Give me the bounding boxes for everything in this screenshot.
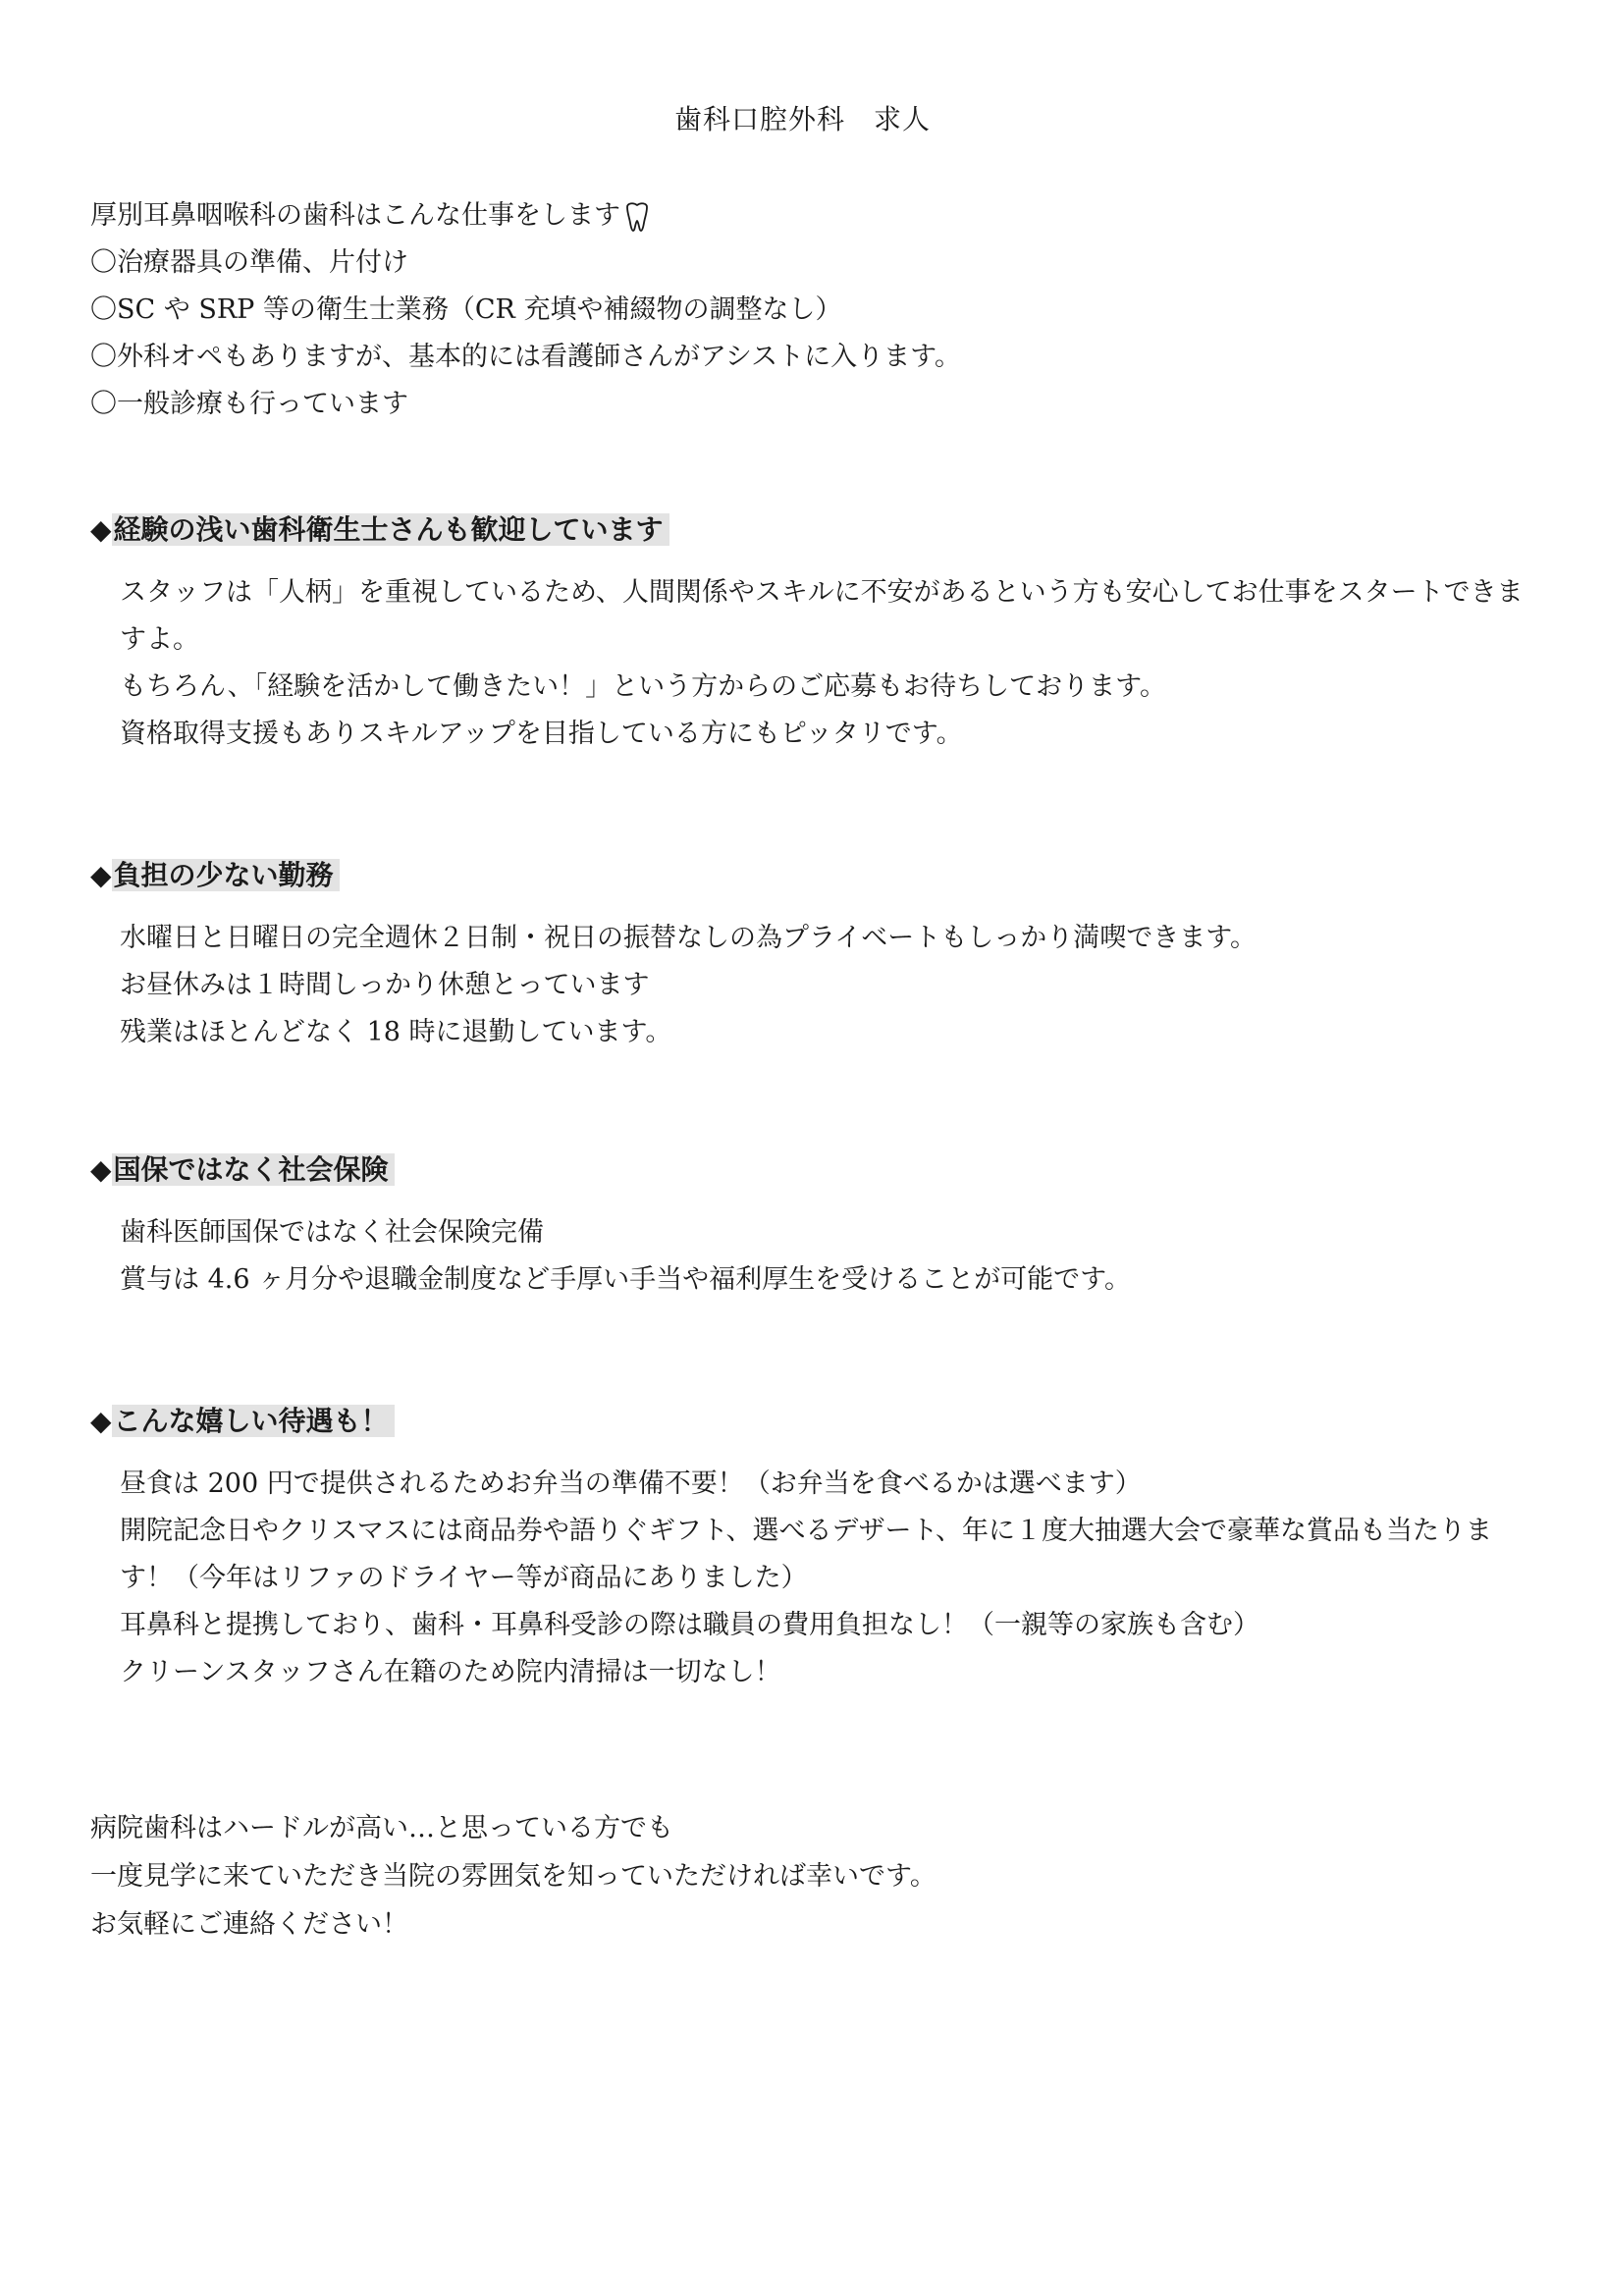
intro-line: 〇外科オペもありますが、基本的には看護師さんがアシストに入ります。 [90, 342, 961, 372]
section-heading-text: 負担の少ない勤務 [112, 859, 340, 891]
diamond-bullet: ◆ [90, 1405, 112, 1437]
closing-line: 一度見学に来ていただき当院の雰囲気を知っていただければ幸いです。 [90, 1861, 936, 1892]
body-line: 資格取得支援もありスキルアップを目指している方にもピッタリです。 [120, 719, 963, 749]
section-benefits [90, 1398, 1524, 1696]
body-line: スタッフは「人柄」を重視しているため、人間関係やスキルに不安があるという方も安心してお仕事をスタートできますよ。 [120, 577, 1524, 655]
body-line: 開院記念日やクリスマスには商品券や語りぐギフト、選べるデザート、年に１度大抽選大会で豪華な賞品も当たります！（今年はリファのドライヤー等が商品にありました） [120, 1516, 1493, 1593]
section-heading-text: こんな嬉しい待遇も！ [112, 1405, 395, 1437]
diamond-bullet: ◆ [90, 513, 112, 546]
intro-line: 〇一般診療も行っています [90, 389, 408, 419]
body-line: お昼休みは１時間しっかり休憩とっています [120, 970, 650, 1000]
page-title: 歯科口腔外科 求人 [673, 103, 931, 135]
intro-line: 〇治療器具の準備、片付け [90, 247, 408, 278]
body-line: 残業はほとんどなく 18 時に退勤しています。 [120, 1017, 672, 1047]
section-heading [90, 852, 340, 899]
section-experience-welcome [90, 507, 1524, 758]
body-line: もちろん、「経験を活かして働きたい！」という方からのご応募もお待ちしております。 [120, 671, 1166, 702]
diamond-bullet: ◆ [90, 1153, 112, 1186]
intro-block [90, 192, 1514, 428]
body-line: 賞与は 4.6 ヶ月分や退職金制度など手厚い手当や福利厚生を受けることが可能です。 [120, 1264, 1131, 1295]
intro-line: 〇SC や SRP 等の衛生士業務（CR 充填や補綴物の調整なし） [90, 294, 842, 325]
section-body [90, 569, 1524, 758]
section-light-workload [90, 852, 1524, 1056]
body-line: 歯科医師国保ではなく社会保険完備 [120, 1217, 544, 1248]
section-heading-text: 国保ではなく社会保険 [112, 1153, 395, 1186]
section-social-insurance [90, 1147, 1524, 1304]
section-body [90, 915, 1524, 1056]
section-heading [90, 1147, 395, 1194]
closing-line: お気軽にご連絡ください！ [90, 1909, 408, 1940]
section-heading [90, 1398, 395, 1445]
closing-line: 病院歯科はハードルが高い…と思っている方でも [90, 1813, 673, 1843]
intro-text: 厚別耳鼻咽喉科の歯科はこんな仕事をします [90, 200, 620, 231]
body-line: クリーンスタッフさん在籍のため院内清掃は一切なし！ [120, 1657, 781, 1687]
body-line: 耳鼻科と提携しており、歯科・耳鼻科受診の際は職員の費用負担なし！（一親等の家族も含む） [120, 1610, 1259, 1640]
body-line: 水曜日と日曜日の完全週休２日制・祝日の振替なしの為プライベートもしっかり満喫できます。 [120, 923, 1257, 953]
closing-block [90, 1804, 1514, 1949]
section-body [90, 1461, 1524, 1696]
section-heading-text: 経験の浅い歯科衛生士さんも歓迎しています [112, 513, 669, 546]
intro-line [90, 192, 1514, 240]
section-body [90, 1209, 1524, 1304]
body-line: 昼食は 200 円で提供されるためお弁当の準備不要！（お弁当を食べるかは選べます） [120, 1468, 1142, 1499]
section-heading [90, 507, 669, 554]
diamond-bullet: ◆ [90, 859, 112, 891]
tooth-icon [622, 201, 652, 233]
